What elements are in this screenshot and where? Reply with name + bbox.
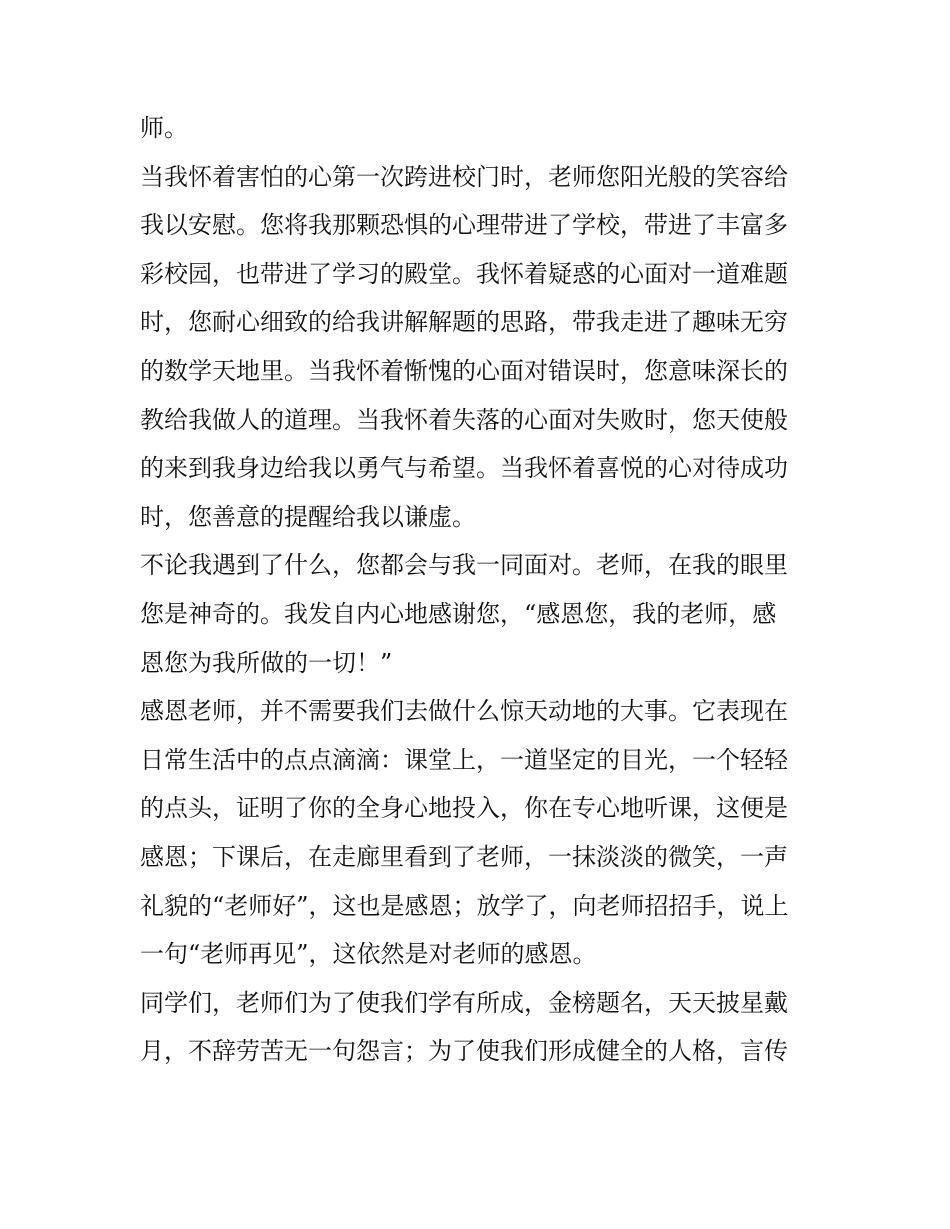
text-line: 时，您善意的提醒给我以谦虚。 — [140, 502, 476, 531]
text-line: 您是神奇的。我发自内心地感谢您，“感恩您，我的老师，感 — [140, 599, 777, 628]
text-line: 感恩老师，并不需要我们去做什么惊天动地的大事。它表现在 — [140, 697, 788, 726]
text-line: 一句“老师再见”，这依然是对老师的感恩。 — [140, 940, 597, 969]
text-line: 恩您为我所做的一切！” — [140, 648, 393, 677]
text-line: 时，您耐心细致的给我讲解解题的思路，带我走进了趣味无穷 — [140, 308, 788, 337]
text-line: 的数学天地里。当我怀着惭愧的心面对错误时，您意味深长的 — [140, 356, 788, 385]
text-line: 的来到我身边给我以勇气与希望。当我怀着喜悦的心对待成功 — [140, 454, 788, 483]
text-line: 感恩；下课后，在走廊里看到了老师，一抹淡淡的微笑，一声 — [140, 842, 788, 871]
text-line: 日常生活中的点点滴滴：课堂上，一道坚定的目光，一个轻轻 — [140, 745, 788, 774]
text-line: 同学们，老师们为了使我们学有所成，金榜题名，天天披星戴 — [140, 988, 788, 1017]
text-line: 师。 — [140, 114, 188, 142]
text-line: 月，不辞劳苦无一句怨言；为了使我们形成健全的人格，言传 — [140, 1037, 788, 1066]
text-line: 教给我做人的道理。当我怀着失落的心面对失败时，您天使般 — [140, 405, 788, 434]
text-line: 不论我遇到了什么，您都会与我一同面对。老师，在我的眼里 — [140, 551, 788, 580]
document-body — [140, 104, 820, 1076]
text-line: 的点头，证明了你的全身心地投入，你在专心地听课，这便是 — [140, 794, 788, 823]
text-line: 我以安慰。您将我那颗恐惧的心理带进了学校，带进了丰富多 — [140, 211, 788, 240]
text-line: 礼貌的“老师好”，这也是感恩；放学了，向老师招招手，说上 — [140, 891, 789, 920]
text-line: 当我怀着害怕的心第一次跨进校门时，老师您阳光般的笑容给 — [140, 162, 788, 191]
text-line: 彩校园，也带进了学习的殿堂。我怀着疑惑的心面对一道难题 — [140, 259, 788, 288]
